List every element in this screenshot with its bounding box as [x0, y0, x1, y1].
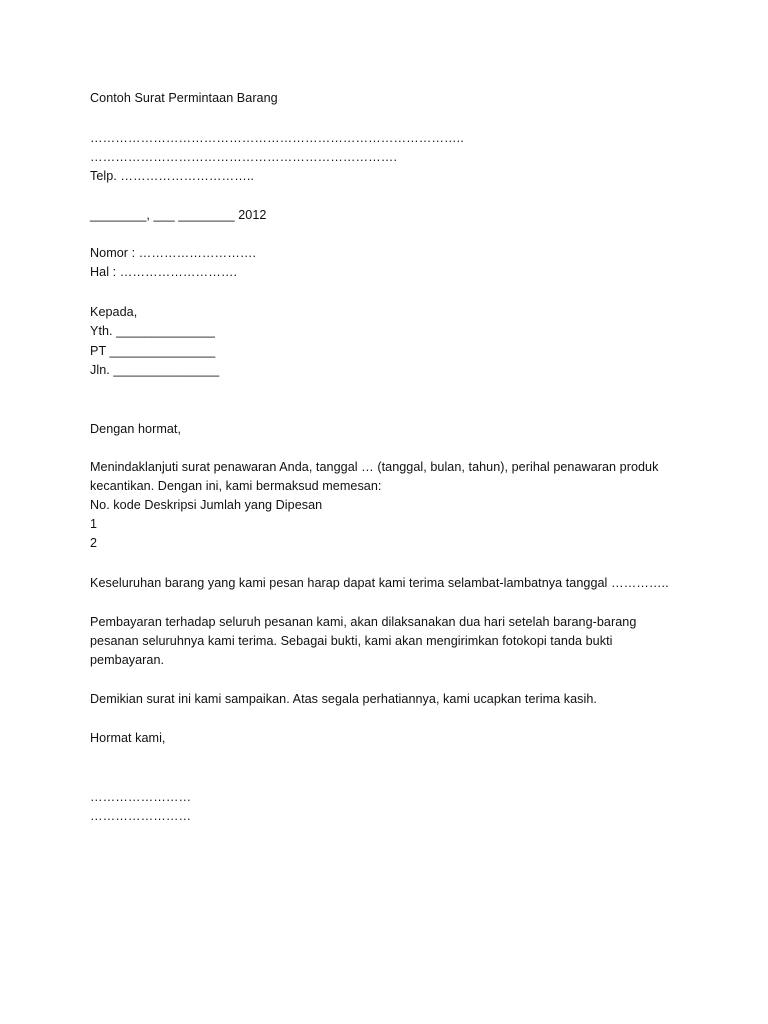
signature-line-2: ……………………	[90, 809, 192, 823]
recipient-kepada: Kepada,	[90, 305, 138, 319]
sender-line-1: ……………………………………………………………………………..	[90, 131, 464, 145]
signature-line-1: ……………………	[90, 790, 192, 804]
recipient-address: Jln. _______________	[90, 363, 220, 377]
letter-number: Nomor : ……………………….	[90, 246, 257, 260]
closing-sentence: Demikian surat ini kami sampaikan. Atas segala perhatiannya, kami ucapkan terima kasih.	[90, 692, 597, 706]
body-paragraph-3-line-3: pembayaran.	[90, 653, 165, 667]
recipient-company: PT _______________	[90, 344, 216, 358]
recipient-yth: Yth. ______________	[90, 324, 215, 338]
letter-subject: Hal : ……………………….	[90, 265, 238, 279]
order-table-header: No. kode Deskripsi Jumlah yang Dipesan	[90, 498, 323, 512]
body-paragraph-1-line-1: Menindaklanjuti surat penawaran Anda, tanggal … (tanggal, bulan, tahun), perihal penawaran produk	[90, 460, 659, 474]
body-paragraph-1-line-2: kecantikan. Dengan ini, kami bermaksud memesan:	[90, 479, 382, 493]
closing-greeting: Hormat kami,	[90, 731, 166, 745]
sender-line-2: ……………………………………………………………….	[90, 150, 397, 164]
body-paragraph-2: Keseluruhan barang yang kami pesan harap dapat kami terima selambat-lambatnya tanggal …………..	[90, 576, 669, 590]
letter-date: ________, ___ ________ 2012	[90, 208, 267, 222]
body-paragraph-3-line-1: Pembayaran terhadap seluruh pesanan kami, akan dilaksanakan dua hari setelah barang-barang	[90, 615, 637, 629]
document-title: Contoh Surat Permintaan Barang	[90, 91, 278, 105]
salutation: Dengan hormat,	[90, 422, 182, 436]
order-table-row-2: 2	[90, 536, 98, 550]
sender-telp: Telp. …………………………..	[90, 169, 254, 183]
body-paragraph-3-line-2: pesanan seluruhnya kami terima. Sebagai bukti, kami akan mengirimkan fotokopi tanda bukti	[90, 634, 613, 648]
order-table-row-1: 1	[90, 517, 98, 531]
